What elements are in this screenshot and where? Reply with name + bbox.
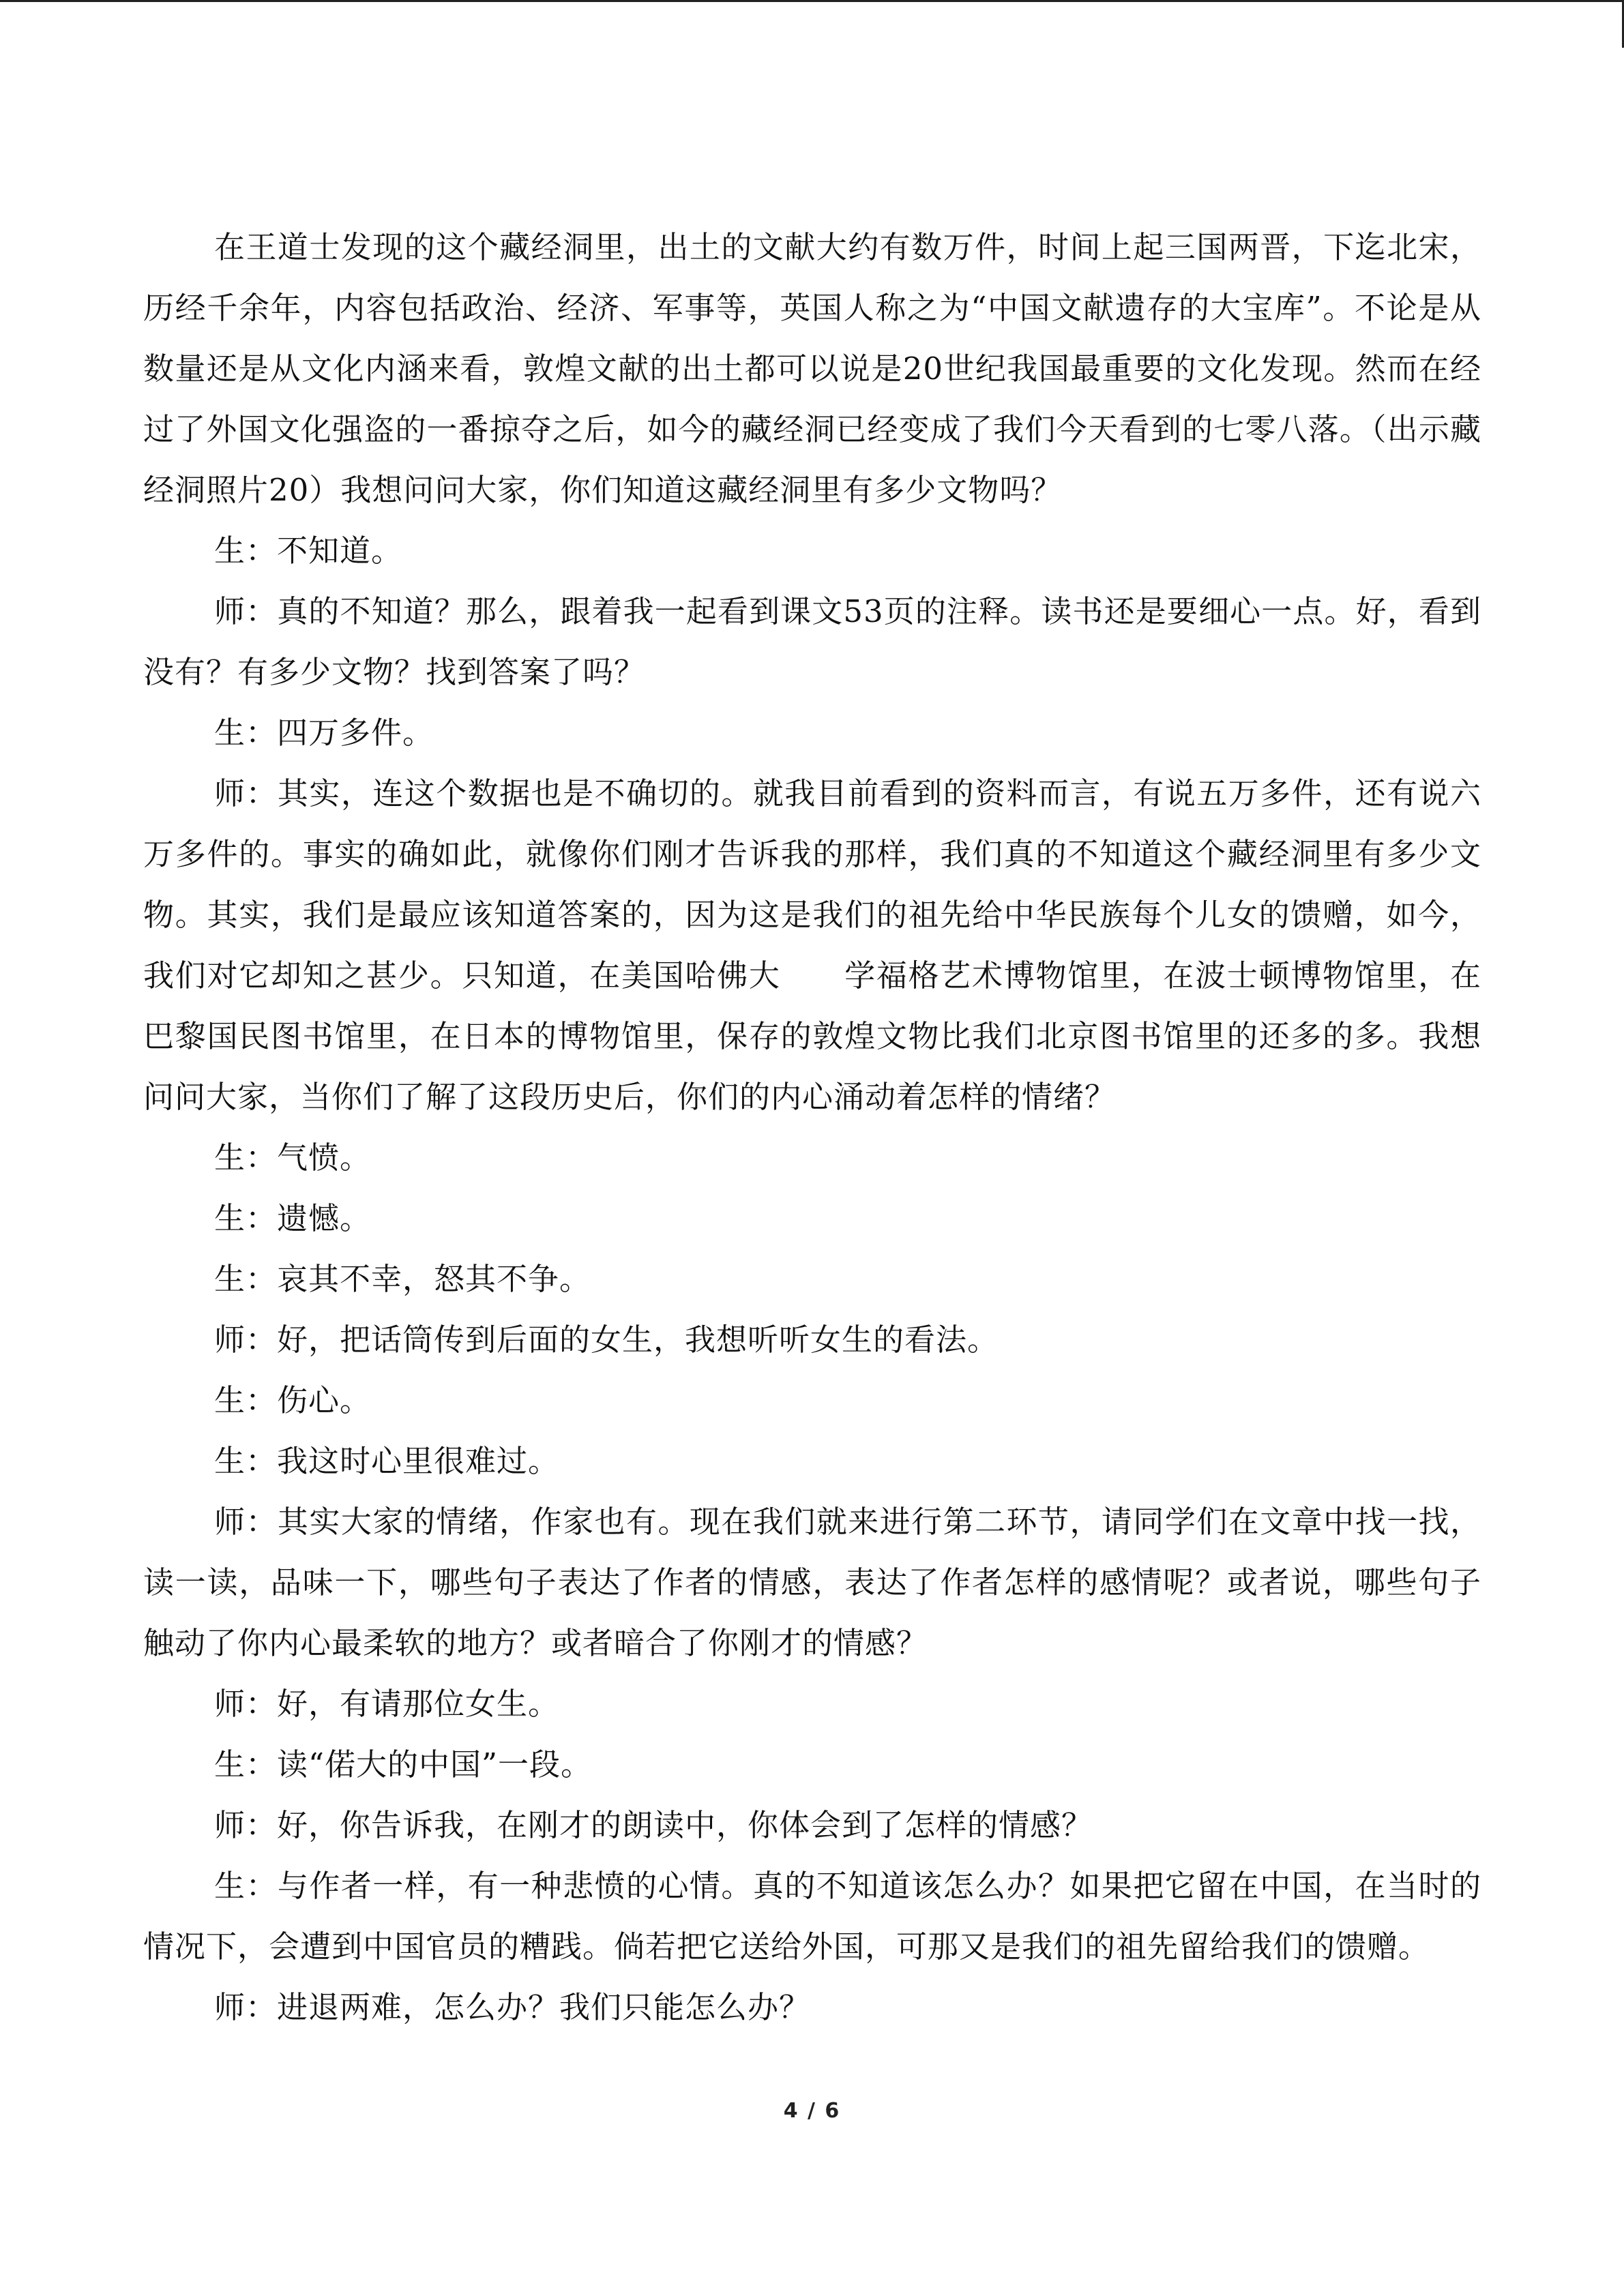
paragraph: 生：我这时心里很难过。 bbox=[214, 1443, 560, 1479]
paragraph: 生：不知道。 bbox=[214, 533, 403, 569]
top-border-line bbox=[0, 0, 1624, 2]
page-number: 4 / 6 bbox=[783, 2099, 841, 2123]
paragraph: 师：好，你告诉我，在刚才的朗读中，你体会到了怎样的情感？ bbox=[214, 1807, 1093, 1843]
paragraph: 师：真的不知道？那么，跟着我一起看到课文53页的注释。读书还是要细心一点。好，看到没有？有多少文物？找到答案了吗？ bbox=[143, 593, 1481, 690]
paragraph: 生：四万多件。 bbox=[214, 715, 434, 751]
paragraph: 师：其实大家的情绪，作家也有。现在我们就来进行第二环节，请同学们在文章中找一找，读一读，品味一下，哪些句子表达了作者的情感，表达了作者怎样的感情呢？或者说，哪些句子触动了你内心最柔软的地方？或者暗合了你刚才的情感？ bbox=[143, 1504, 1481, 1661]
paragraph: 在王道士发现的这个藏经洞里，出土的文献大约有数万件，时间上起三国两晋，下迄北宋，历经千余年，内容包括政治、经济、军事等，英国人称之为“中国文献遗存的大宝库”。不论是从数量还是从文化内涵来看，敦煌文献的出土都可以说是20世纪我国最重要的文化发现。然而在经过了外国文化强盗的一番掠夺之后，如今的藏经洞已经变成了我们今天看到的七零八落。（出示藏经洞照片20）我想问问大家，你们知道这藏经洞里有多少文物吗？ bbox=[143, 229, 1481, 508]
paragraph: 师：好，把话筒传到后面的女生，我想听听女生的看法。 bbox=[214, 1322, 999, 1358]
paragraph: 生：伤心。 bbox=[214, 1382, 372, 1418]
paragraph: 师：好，有请那位女生。 bbox=[214, 1686, 560, 1722]
paragraph: 生：遗憾。 bbox=[214, 1200, 372, 1236]
document-body bbox=[143, 217, 1481, 2038]
paragraph: 生：与作者一样，有一种悲愤的心情。真的不知道该怎么办？如果把它留在中国，在当时的情况下，会遭到中国官员的糟践。倘若把它送给外国，可那又是我们的祖先留给我们的馈赠。 bbox=[143, 1868, 1481, 1965]
paragraph: 师：进退两难，怎么办？我们只能怎么办？ bbox=[214, 1989, 811, 2025]
paragraph: 生：读“偌大的中国”一段。 bbox=[214, 1746, 593, 1783]
paragraph: 生：哀其不幸，怒其不争。 bbox=[214, 1261, 591, 1297]
paragraph: 生：气愤。 bbox=[214, 1139, 372, 1176]
paragraph: 师：其实，连这个数据也是不确切的。就我目前看到的资料而言，有说五万多件，还有说六万多件的。事实的确如此，就像你们刚才告诉我的那样，我们真的不知道这个藏经洞里有多少文物。其实，我们是最应该知道答案的，因为这是我们的祖先给中华民族每个儿女的馈赠，如今，我们对它却知之甚少。只知道，在美国哈佛大 学福格艺术博物馆里，在波士顿博物馆里，在巴黎国民图书馆里，在日本的博物馆里，保存的敦煌文物比我们北京图书馆里的还多的多。我想问问大家，当你们了解了这段历史后，你们的内心涌动着怎样的情绪？ bbox=[143, 775, 1481, 1115]
